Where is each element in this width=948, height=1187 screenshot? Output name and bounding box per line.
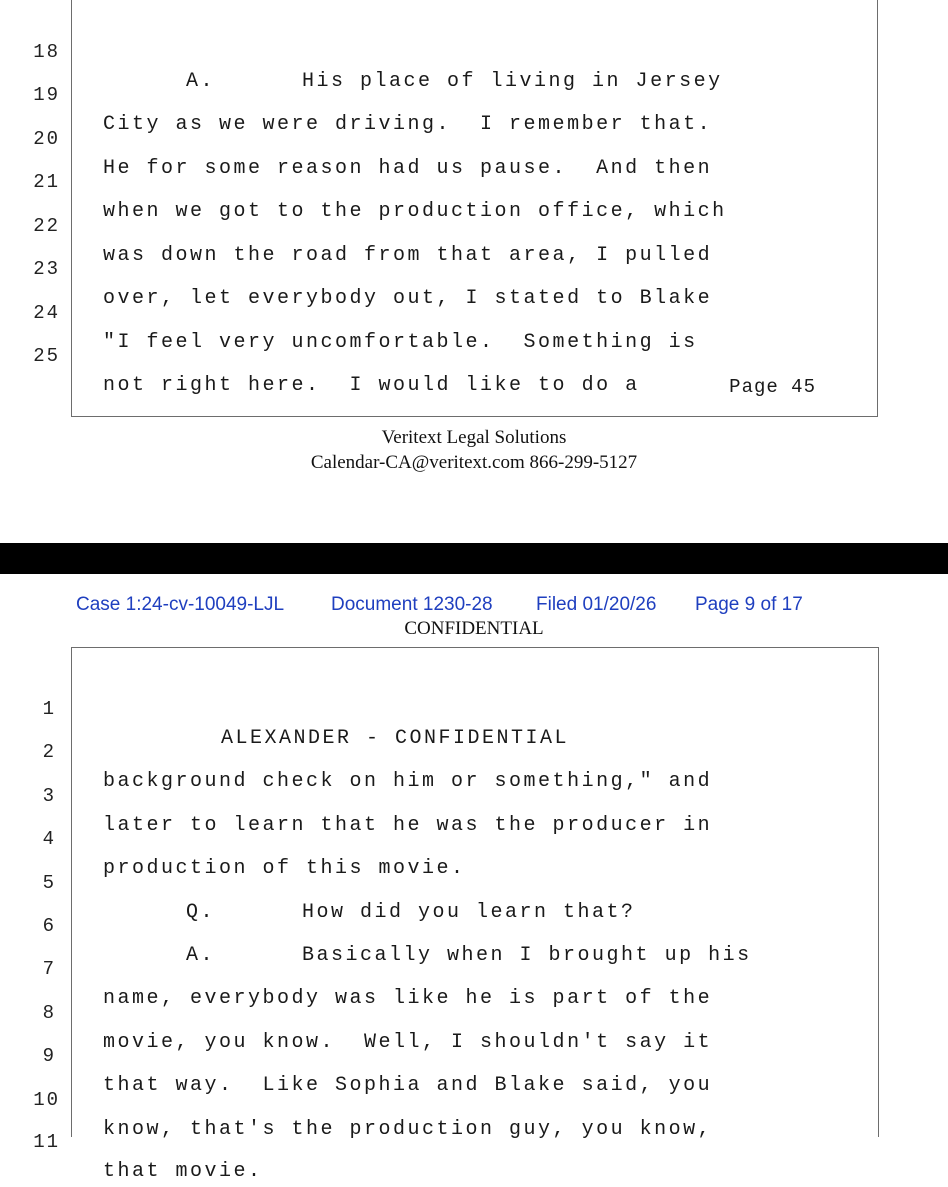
line-text: City as we were driving. I remember that. xyxy=(103,113,713,136)
line-text: production of this movie. xyxy=(103,857,466,880)
line-number: 25 xyxy=(33,345,60,367)
page-number-label: Page 45 xyxy=(729,376,816,398)
line-text: He for some reason had us pause. And then xyxy=(103,157,713,180)
line-number: 10 xyxy=(33,1089,60,1111)
line-number: 20 xyxy=(33,128,60,150)
line-number: 1 xyxy=(42,698,56,720)
case-header xyxy=(0,594,948,618)
line-text: A. His place of living in Jersey xyxy=(186,70,723,93)
document-number: Document 1230-28 xyxy=(331,594,493,615)
line-number: 9 xyxy=(42,1045,56,1067)
page-divider xyxy=(0,543,948,574)
line-text: know, that's the production guy, you know, xyxy=(103,1118,713,1141)
line-number: 23 xyxy=(33,258,60,280)
footer-contact: Calendar-CA@veritext.com 866-299-5127 xyxy=(310,452,638,473)
line-text: that way. Like Sophia and Blake said, you xyxy=(103,1074,713,1097)
line-text: later to learn that he was the producer in xyxy=(103,814,713,837)
line-text: that movie. xyxy=(103,1160,263,1183)
line-text: background check on him or something," and xyxy=(103,770,713,793)
line-text: "I feel very uncomfortable. Something is xyxy=(103,331,698,354)
line-number: 21 xyxy=(33,171,60,193)
line-number: 18 xyxy=(33,41,60,63)
line-text: movie, you know. Well, I shouldn't say it xyxy=(103,1031,713,1054)
line-text: was down the road from that area, I pulled xyxy=(103,244,713,267)
line-number: 24 xyxy=(33,302,60,324)
line-number: 4 xyxy=(42,828,56,850)
transcript-line xyxy=(0,664,570,750)
line-number: 7 xyxy=(42,958,56,980)
case-number: Case 1:24-cv-10049-LJL xyxy=(76,594,285,615)
line-number: 3 xyxy=(42,785,56,807)
line-text: name, everybody was like he is part of the xyxy=(103,987,713,1010)
transcript-line xyxy=(0,7,723,93)
line-text: Q. How did you learn that? xyxy=(186,901,636,924)
line-text: A. Basically when I brought up his xyxy=(186,944,752,967)
line-text: not right here. I would like to do a xyxy=(103,374,640,397)
line-number: 8 xyxy=(42,1002,56,1024)
line-text: when we got to the production office, which xyxy=(103,200,727,223)
confidential-label: CONFIDENTIAL xyxy=(404,618,544,639)
line-number: 5 xyxy=(42,872,56,894)
line-number: 2 xyxy=(42,741,56,763)
footer-company: Veritext Legal Solutions xyxy=(381,427,567,448)
line-number: 6 xyxy=(42,915,56,937)
line-text: ALEXANDER - CONFIDENTIAL xyxy=(221,727,570,750)
filed-date: Filed 01/20/26 xyxy=(536,594,657,615)
line-number: 22 xyxy=(33,215,60,237)
line-number: 19 xyxy=(33,84,60,106)
line-text: over, let everybody out, I stated to Blake xyxy=(103,287,713,310)
line-number: 11 xyxy=(33,1131,60,1153)
transcript-text-box-bottom xyxy=(71,647,879,1137)
page-count: Page 9 of 17 xyxy=(695,594,803,615)
